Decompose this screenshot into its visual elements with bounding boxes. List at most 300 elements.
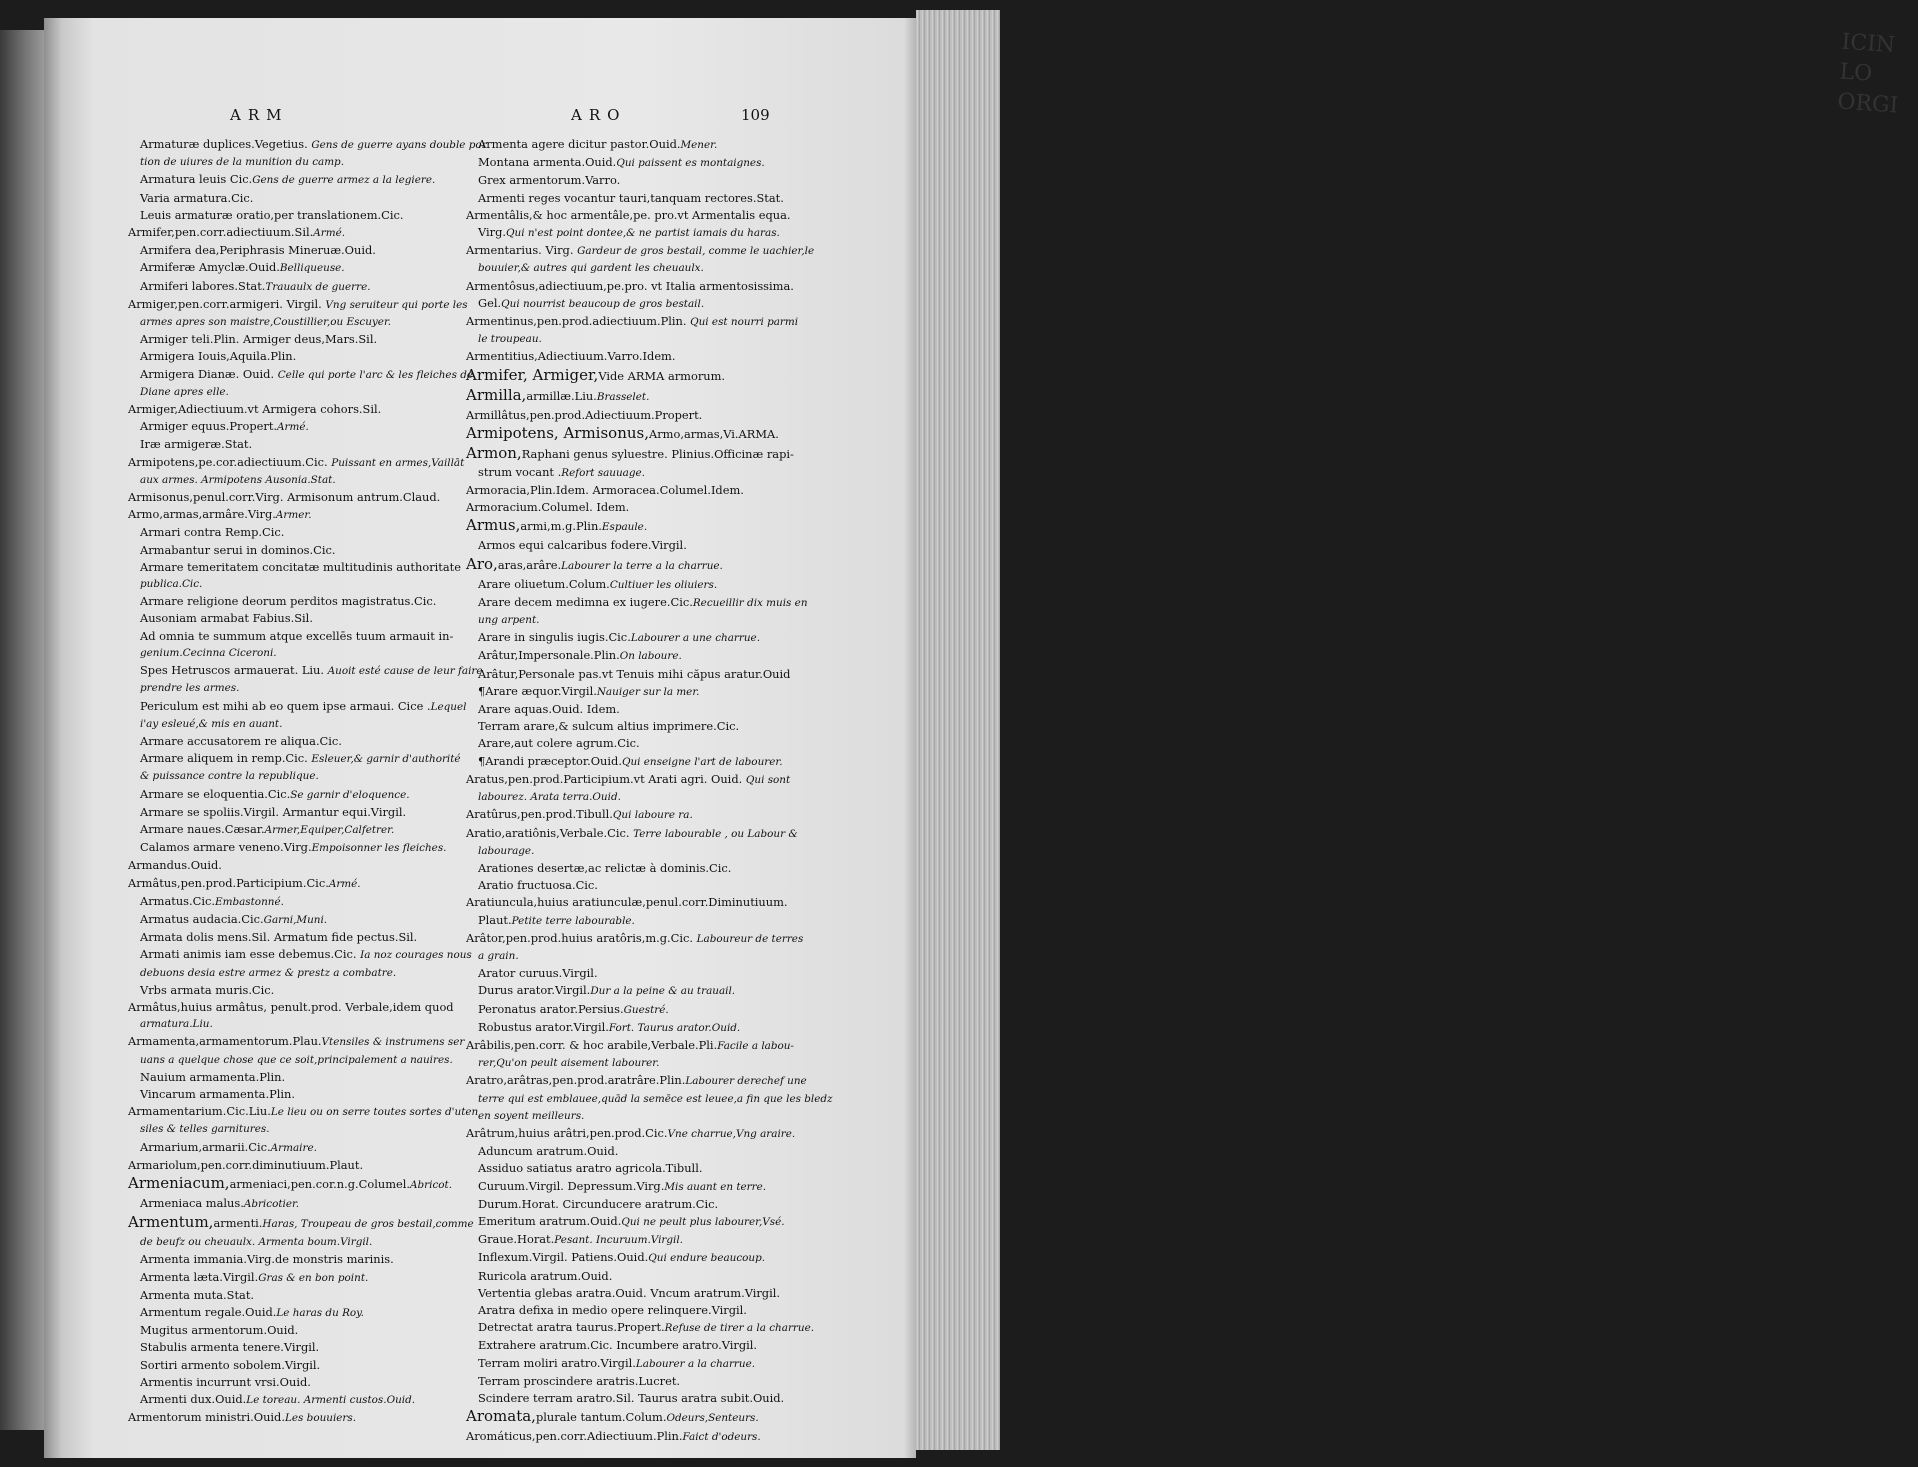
dictionary-entry-line xyxy=(466,825,854,843)
latin-text: Arâbilis,pen.corr. & hoc arabile,Verbale.Pli. xyxy=(466,1037,718,1052)
french-gloss: Qui est nourri parmi xyxy=(690,316,799,329)
latin-text: Armenti dux.Ouid. xyxy=(140,1392,247,1407)
dictionary-entry-line xyxy=(466,965,854,982)
running-head-right: ARO xyxy=(571,106,627,124)
dictionary-entry-line xyxy=(128,259,484,277)
dictionary-entry-line xyxy=(128,698,484,716)
dictionary-entry-line xyxy=(466,647,854,665)
dictionary-entry-line xyxy=(128,224,484,242)
dictionary-entry-line xyxy=(128,366,484,384)
dictionary-entry-line xyxy=(128,207,484,224)
latin-text: Armiger,pen.corr.armigeri. Virgil. xyxy=(128,296,326,311)
dictionary-entry-line xyxy=(128,348,484,365)
latin-text: Armoracia,Plin.Idem. Armoracea.Columel.Idem. xyxy=(466,483,744,498)
french-gloss: aux armes. Armipotens Ausonia.Stat. xyxy=(140,473,336,486)
latin-text: Armentâlis,& hoc armentâle,pe. pro.vt Armentalis equa. xyxy=(466,207,791,222)
dictionary-entry-line xyxy=(128,154,484,171)
latin-text: Armenta agere dicitur pastor.Ouid. xyxy=(478,137,681,151)
dictionary-entry-line xyxy=(128,1103,484,1121)
dictionary-entry-line xyxy=(128,1086,484,1103)
french-gloss: Fort. Taurus arator.Ouid. xyxy=(608,1021,741,1034)
french-gloss: Puissant en armes,Vaillāt xyxy=(331,456,465,469)
latin-text: Armaturæ duplices.Vegetius. xyxy=(140,137,312,151)
latin-text: Armipotens,pe.cor.adiectiuum.Cic. xyxy=(128,454,332,469)
french-gloss: ung arpent. xyxy=(478,614,540,627)
latin-text: Aratro,arâtras,pen.prod.aratrâre.Plin. xyxy=(466,1073,686,1088)
french-gloss: Dur a la peine & au trauail. xyxy=(590,985,736,998)
french-gloss: Nauiger sur la mer. xyxy=(596,685,700,698)
dictionary-entry-line xyxy=(466,1268,854,1285)
french-gloss: bouuier,& autres qui gardent les cheuaulx. xyxy=(478,262,704,275)
dictionary-entry-line xyxy=(128,662,484,680)
latin-text: Aratus,pen.prod.Participium.vt Arati agri. Ouid. xyxy=(466,771,746,786)
latin-text: Arare decem medimna ex iugere.Cic. xyxy=(478,594,693,609)
french-gloss: labourage. xyxy=(478,844,535,857)
dictionary-entry-line xyxy=(466,982,854,1000)
dictionary-entry-line xyxy=(128,929,484,946)
latin-text: plurale tantum.Colum. xyxy=(535,1410,667,1425)
dictionary-entry-line xyxy=(128,278,484,296)
french-gloss: Qui endure beaucoup. xyxy=(648,1252,766,1265)
latin-text: Arâtrum,huius arâtri,pen.prod.Cic. xyxy=(466,1125,668,1140)
dictionary-entry-line xyxy=(466,894,854,911)
dictionary-entry-line xyxy=(128,733,484,750)
dictionary-entry-line xyxy=(466,1213,854,1231)
dictionary-entry-line xyxy=(466,516,854,537)
french-gloss: Gens de guerre armez a la legiere. xyxy=(252,174,436,187)
french-gloss: Auoit esté cause de leur faire xyxy=(327,665,483,678)
latin-text: Armatus audacia.Cic. xyxy=(140,911,264,926)
right-column xyxy=(466,136,854,1446)
dictionary-entry-line xyxy=(128,893,484,911)
french-gloss: Facile a labou- xyxy=(717,1039,794,1052)
french-gloss: Cultiuer les oliuiers. xyxy=(609,578,718,591)
book-fore-edge xyxy=(916,10,1900,1450)
dictionary-entry-line xyxy=(466,331,854,348)
latin-text: Montana armenta.Ouid. xyxy=(478,155,617,170)
dictionary-entry-line xyxy=(128,1409,484,1427)
french-gloss: Qui enseigne l'art de labourer. xyxy=(621,755,783,768)
dictionary-entry-line xyxy=(128,242,484,259)
dictionary-entry-line xyxy=(466,1037,854,1055)
latin-text: Robustus arator.Virgil. xyxy=(478,1019,609,1034)
dictionary-entry-line xyxy=(128,1139,484,1157)
french-gloss: & puissance contre la republique. xyxy=(140,770,319,783)
french-gloss: Se garnir d'eloquence. xyxy=(290,788,410,801)
latin-text: Armentinus,pen.prod.adiectiuum.Plin. xyxy=(466,314,691,329)
latin-text: Armatura leuis Cic. xyxy=(140,172,253,187)
dictionary-entry-line xyxy=(466,407,854,424)
french-gloss: Vng seruiteur qui porte les xyxy=(325,298,468,311)
dictionary-entry-line xyxy=(466,172,854,189)
dictionary-entry-line xyxy=(128,331,484,348)
latin-text: armatura.Liu. xyxy=(140,1018,213,1031)
dictionary-entry-line xyxy=(466,629,854,647)
french-gloss: Belliqueuse. xyxy=(279,262,345,275)
dictionary-entry-line xyxy=(128,1391,484,1409)
dictionary-entry-line xyxy=(128,1322,484,1339)
dictionary-entry-line xyxy=(466,260,854,277)
dictionary-entry-line xyxy=(466,1302,854,1319)
dictionary-entry-line xyxy=(466,242,854,260)
dictionary-entry-line xyxy=(128,1287,484,1304)
latin-text: Armentis incurrunt vrsi.Ouid. xyxy=(140,1374,311,1389)
dictionary-entry-line xyxy=(466,666,854,683)
latin-text: Armeniaca malus. xyxy=(140,1195,244,1210)
latin-text: Armare temeritatem concitatæ multitudinis authoritate xyxy=(140,559,461,574)
latin-text: Armentôsus,adiectiuum,pe.pro. vt Italia armentosissima. xyxy=(466,278,794,293)
latin-text: Gel. xyxy=(478,295,502,310)
dictionary-entry-line xyxy=(128,982,484,999)
fore-edge-ink-marks: ICIN LO ORGI xyxy=(1836,29,1900,119)
dictionary-entry-line xyxy=(466,537,854,554)
dictionary-entry-line xyxy=(466,1143,854,1160)
french-gloss: Faict d'odeurs. xyxy=(682,1431,761,1444)
latin-text: Armare aliquem in remp.Cic. xyxy=(140,751,312,766)
latin-text: Armiger equus.Propert. xyxy=(140,419,278,434)
latin-text: armenti. xyxy=(213,1216,263,1231)
dictionary-entry-line xyxy=(466,190,854,207)
dictionary-entry-line xyxy=(128,1174,484,1195)
dictionary-entry-line xyxy=(128,1213,484,1234)
dictionary-entry-line xyxy=(128,804,484,821)
dictionary-entry-line xyxy=(128,296,484,314)
dictionary-entry-line xyxy=(466,207,854,224)
dictionary-entry-line xyxy=(466,1319,854,1337)
latin-text: Stabulis armenta tenere.Virgil. xyxy=(140,1340,320,1355)
dictionary-entry-line xyxy=(466,1231,854,1249)
dictionary-entry-line xyxy=(128,1033,484,1051)
dictionary-entry-line xyxy=(128,1052,484,1069)
latin-text: Grex armentorum.Varro. xyxy=(478,173,621,188)
french-gloss: Le lieu ou on serre toutes sortes d'uten xyxy=(270,1106,479,1119)
dictionary-entry-line xyxy=(128,1069,484,1086)
french-gloss: Laboureur de terres xyxy=(696,932,804,945)
dictionary-entry-line xyxy=(466,224,854,242)
latin-text: Armo,armas,armâre.Virg. xyxy=(128,507,276,522)
running-head-left: ARM xyxy=(230,106,289,124)
latin-text: Armati animis iam esse debemus.Cic. xyxy=(140,947,361,962)
dictionary-entry-line xyxy=(128,489,484,506)
french-gloss: Armer,Equiper,Calfetrer. xyxy=(264,823,395,836)
dictionary-entry-line xyxy=(128,171,484,189)
dictionary-entry-line xyxy=(466,278,854,295)
dictionary-entry-line xyxy=(466,735,854,752)
latin-text: Arâtur,Impersonale.Plin. xyxy=(478,648,620,663)
latin-text: Armentum, xyxy=(128,1213,214,1232)
latin-text: Arare,aut colere agrum.Cic. xyxy=(478,736,640,751)
dictionary-entry-line xyxy=(128,911,484,929)
dictionary-entry-line xyxy=(466,612,854,629)
dictionary-entry-line xyxy=(466,154,854,172)
latin-text: Armare religione deorum perditos magistratus.Cic. xyxy=(140,594,437,609)
dictionary-entry-line xyxy=(128,401,484,418)
latin-text: Armiger teli.Plin. Armiger deus,Mars.Sil. xyxy=(140,332,378,347)
latin-text: Arationes desertæ,ac relictæ à dominis.Cic. xyxy=(478,860,732,875)
dictionary-entry-line xyxy=(466,444,854,464)
dictionary-entry-line xyxy=(128,136,487,154)
dictionary-entry-line xyxy=(466,594,854,612)
dictionary-entry-line xyxy=(466,753,854,771)
french-gloss: de beufz ou cheuaulx. Armenta boum.Virgil. xyxy=(140,1236,373,1249)
dictionary-entry-line xyxy=(466,843,854,860)
french-gloss: Armé. xyxy=(328,877,361,890)
dictionary-entry-line xyxy=(466,701,854,718)
french-gloss: Qui ne peult plus labourer,Vsé. xyxy=(621,1215,785,1228)
dictionary-entry-line xyxy=(466,1249,854,1267)
french-gloss: prendre les armes. xyxy=(140,682,240,695)
dictionary-entry-line xyxy=(466,789,854,806)
dictionary-entry-line xyxy=(128,946,484,964)
dictionary-entry-line xyxy=(128,1234,484,1251)
latin-text: Vide ARMA armorum. xyxy=(598,368,726,383)
dictionary-entry-line xyxy=(128,1304,484,1322)
dictionary-entry-line xyxy=(128,610,484,627)
dictionary-entry-line xyxy=(466,718,854,735)
latin-text: Vrbs armata muris.Cic. xyxy=(140,982,275,997)
dictionary-entry-line xyxy=(128,1251,484,1268)
french-gloss: On laboure. xyxy=(619,650,682,663)
dictionary-entry-line xyxy=(128,645,484,662)
latin-text: aras,arâre. xyxy=(497,557,562,572)
latin-text: Armentarius. Virg. xyxy=(466,243,578,258)
latin-text: Armigera Iouis,Aquila.Plin. xyxy=(140,349,297,364)
dictionary-entry-line xyxy=(466,1196,854,1213)
latin-text: strum vocant . xyxy=(478,464,562,479)
dictionary-entry-line xyxy=(466,386,854,407)
latin-text: Armenta læta.Virgil. xyxy=(140,1269,259,1284)
french-gloss: Gras & en bon point. xyxy=(258,1271,369,1284)
french-gloss: Abricot. xyxy=(410,1178,453,1191)
dictionary-entry-line xyxy=(466,1019,854,1037)
latin-text: Armisonus,penul.corr.Virg. Armisonum antrum.Claud. xyxy=(128,490,441,505)
latin-text: Raphani genus syluestre. Plinius.Officinæ rapi- xyxy=(521,446,794,461)
dictionary-entry-line xyxy=(466,313,854,331)
latin-text: genium.Cecinna Ciceroni. xyxy=(140,646,277,659)
french-gloss: Labourer derechef une xyxy=(685,1075,807,1088)
latin-text: Leuis armaturæ oratio,per translationem.Cic. xyxy=(140,207,404,222)
dictionary-entry-line xyxy=(466,424,854,444)
dictionary-entry-line xyxy=(128,1374,484,1391)
latin-text: Aratio,aratiônis,Verbale.Cic. xyxy=(466,825,634,840)
latin-text: Aromata, xyxy=(466,1407,536,1426)
dictionary-entry-line xyxy=(466,1285,854,1302)
french-gloss: en soyent meilleurs. xyxy=(478,1109,585,1122)
latin-text: Extrahere aratrum.Cic. Incumbere aratro.Virgil. xyxy=(478,1338,758,1353)
french-gloss: Qui laboure ra. xyxy=(612,809,693,822)
dictionary-entry-line xyxy=(128,1357,484,1374)
latin-text: Arare oliuetum.Colum. xyxy=(478,576,610,591)
french-gloss: Esleuer,& garnir d'authorité xyxy=(311,753,461,766)
latin-text: armillæ.Liu. xyxy=(526,388,597,403)
latin-text: Armare naues.Cæsar. xyxy=(140,821,265,836)
latin-text: ¶Arare æquor.Virgil. xyxy=(478,683,597,698)
latin-text: Armentorum ministri.Ouid. xyxy=(128,1410,285,1425)
dictionary-entry-line xyxy=(128,875,484,893)
french-gloss: Qui nourrist beaucoup de gros bestail. xyxy=(501,297,705,310)
dictionary-entry-line xyxy=(128,628,484,645)
latin-text: Ausoniam armabat Fabius.Sil. xyxy=(140,611,313,626)
dictionary-entry-line xyxy=(128,418,484,436)
latin-text: Armamentarium.Cic.Liu. xyxy=(128,1104,271,1119)
latin-text: Armos equi calcaribus fodere.Virgil. xyxy=(478,538,687,553)
latin-text: Armoracium.Columel. Idem. xyxy=(466,500,630,515)
dictionary-entry-line xyxy=(466,1001,854,1019)
dictionary-entry-line xyxy=(466,860,854,877)
french-gloss: Trauaulx de guerre. xyxy=(265,280,371,293)
dictionary-entry-line xyxy=(466,912,854,930)
dictionary-entry-line xyxy=(466,499,854,516)
dictionary-entry-line xyxy=(466,555,854,576)
dictionary-page xyxy=(44,18,916,1458)
latin-text: Armarium,armarii.Cic. xyxy=(140,1139,271,1154)
latin-text: Armenti reges vocantur tauri,tanquam rectores.Stat. xyxy=(478,190,784,205)
dictionary-entry-line xyxy=(128,524,484,541)
dictionary-entry-line xyxy=(128,750,484,768)
french-gloss: Armé. xyxy=(313,227,346,240)
latin-text: Armentitius,Adiectiuum.Varro.Idem. xyxy=(466,349,676,364)
dictionary-entry-line xyxy=(128,1269,484,1287)
dictionary-entry-line xyxy=(466,1337,854,1354)
latin-text: Armiferæ Amyclæ.Ouid. xyxy=(140,260,280,275)
latin-text: Aduncum aratrum.Ouid. xyxy=(478,1144,619,1159)
french-gloss: Petite terre labourable. xyxy=(511,914,635,927)
french-gloss: Ia noz courages nous xyxy=(360,949,472,962)
french-gloss: Labourer la terre a la charrue. xyxy=(561,559,723,572)
latin-text: Arare aquas.Ouid. Idem. xyxy=(478,702,620,717)
latin-text: Armâtus,huius armâtus, penult.prod. Verbale,idem quod xyxy=(128,999,454,1014)
latin-text: Detrectat aratra taurus.Propert. xyxy=(478,1320,665,1335)
dictionary-entry-line xyxy=(128,190,484,207)
dictionary-entry-line xyxy=(128,1195,484,1213)
latin-text: Armariolum,pen.corr.diminutiuum.Plaut. xyxy=(128,1157,364,1172)
latin-text: Peronatus arator.Persius. xyxy=(478,1001,624,1016)
dictionary-entry-line xyxy=(466,1407,854,1428)
dictionary-entry-line xyxy=(128,1121,484,1138)
latin-text: Armiferi labores.Stat. xyxy=(140,278,266,293)
latin-text: Armare accusatorem re aliqua.Cic. xyxy=(140,733,342,748)
latin-text: Armifer,pen.corr.adiectiuum.Sil. xyxy=(128,225,314,240)
latin-text: Armandus.Ouid. xyxy=(128,858,222,873)
dictionary-entry-line xyxy=(466,877,854,894)
latin-text: Armigera Dianæ. Ouid. xyxy=(140,366,278,381)
latin-text: Varia armatura.Cic. xyxy=(140,190,254,205)
latin-text: Virg. xyxy=(478,225,507,240)
latin-text: Aratra defixa in medio opere relinquere.Virgil. xyxy=(478,1302,747,1317)
dictionary-entry-line xyxy=(128,839,484,857)
french-gloss: rer,Qu'on peult aisement labourer. xyxy=(478,1057,660,1070)
french-gloss: Mener. xyxy=(680,139,718,151)
latin-text: Armenta immania.Virg.de monstris marinis. xyxy=(140,1252,394,1267)
latin-text: Ad omnia te summum atque excellēs tuum armauit in- xyxy=(140,628,454,643)
latin-text: Armipotens, Armisonus, xyxy=(466,423,649,442)
latin-text: Aratûrus,pen.prod.Tibull. xyxy=(466,807,613,822)
page-number: 109 xyxy=(741,106,770,124)
latin-text: Armabantur serui in dominos.Cic. xyxy=(140,542,336,557)
latin-text: Terram moliri aratro.Virgil. xyxy=(478,1355,636,1370)
dictionary-entry-line xyxy=(466,1373,854,1390)
latin-text: Armare se eloquentia.Cic. xyxy=(140,786,291,801)
french-gloss: i'ay esleué,& mis en auant. xyxy=(140,717,283,730)
french-gloss: Haras, Troupeau de gros bestail,comme xyxy=(262,1218,474,1231)
left-page-edge xyxy=(0,30,44,1430)
french-gloss: Guestré. xyxy=(623,1003,669,1016)
french-gloss: Garni,Muni. xyxy=(263,913,328,926)
latin-text: Aratiuncula,huius aratiunculæ,penul.corr.Diminutiuum. xyxy=(466,895,788,910)
dictionary-entry-line xyxy=(128,1016,484,1033)
dictionary-entry-line xyxy=(466,366,854,386)
french-gloss: Vne charrue,Vng araire. xyxy=(667,1127,796,1140)
dictionary-entry-line xyxy=(466,1390,854,1407)
latin-text: Spes Hetruscos armauerat. Liu. xyxy=(140,663,328,678)
latin-text: Aratio fructuosa.Cic. xyxy=(478,878,598,893)
latin-text: Arâtor,pen.prod.huius aratôris,m.g.Cic. xyxy=(466,930,697,945)
dictionary-entry-line xyxy=(466,1178,854,1196)
dictionary-entry-line xyxy=(128,965,484,982)
french-gloss: Le haras du Roy. xyxy=(276,1307,364,1319)
french-gloss: Armer. xyxy=(275,509,312,522)
french-gloss: Diane apres elle. xyxy=(140,385,229,398)
latin-text: Arare in singulis iugis.Cic. xyxy=(478,630,631,645)
dictionary-entry-line xyxy=(128,768,484,785)
french-gloss: Armaire. xyxy=(270,1141,317,1154)
dictionary-entry-line xyxy=(466,1055,854,1072)
dictionary-entry-line xyxy=(466,295,854,313)
latin-text: Durum.Horat. Circunducere aratrum.Cic. xyxy=(478,1196,719,1211)
latin-text: Curuum.Virgil. Depressum.Virg. xyxy=(478,1178,665,1193)
latin-text: Assiduo satiatus aratro agricola.Tibull. xyxy=(478,1161,703,1176)
dictionary-entry-line xyxy=(466,348,854,365)
french-gloss: debuons desia estre armez & prestz a combatre. xyxy=(140,966,397,979)
dictionary-entry-line xyxy=(128,716,484,733)
latin-text: Armari contra Remp.Cic. xyxy=(140,525,285,540)
latin-text: Armentum regale.Ouid. xyxy=(140,1305,277,1319)
french-gloss: Gens de guerre ayans double por xyxy=(311,139,487,151)
french-gloss: Celle qui porte l'arc & les fleiches de xyxy=(277,368,474,381)
latin-text: Armamenta,armamentorum.Plau. xyxy=(128,1034,322,1049)
latin-text: Mugitus armentorum.Ouid. xyxy=(140,1323,299,1338)
french-gloss: Vtensiles & instrumens ser xyxy=(321,1036,465,1049)
latin-text: Periculum est mihi ab eo quem ipse armaui. Cice . xyxy=(140,698,431,713)
dictionary-entry-line xyxy=(466,806,854,824)
dictionary-entry-line xyxy=(466,771,854,789)
latin-text: Armifer, Armiger, xyxy=(466,365,599,384)
french-gloss: Qui n'est point dontee,& ne partist iamais du haras. xyxy=(506,227,780,240)
dictionary-entry-line xyxy=(128,786,484,804)
french-gloss: Qui sont xyxy=(745,773,791,786)
french-gloss: Gardeur de gros bestail, comme le uachier,le xyxy=(577,245,815,258)
latin-text: Vertentia glebas aratra.Ouid. Vncum aratrum.Virgil. xyxy=(478,1285,781,1300)
dictionary-entry-line xyxy=(128,314,484,331)
latin-text: Armeniacum, xyxy=(128,1173,230,1192)
dictionary-entry-line xyxy=(466,1091,854,1108)
dictionary-entry-line xyxy=(466,683,854,701)
left-column xyxy=(128,136,487,1427)
latin-text: Armo,armas,Vi.ARMA. xyxy=(649,426,779,441)
latin-text: Ruricola aratrum.Ouid. xyxy=(478,1268,613,1283)
dictionary-entry-line xyxy=(128,821,484,839)
french-gloss: Les bouuiers. xyxy=(284,1412,357,1425)
latin-text: Sortiri armento sobolem.Virgil. xyxy=(140,1357,321,1372)
french-gloss: Armé. xyxy=(277,421,309,434)
dictionary-entry-line xyxy=(128,436,484,453)
latin-text: Armare se spoliis.Virgil. Armantur equi.Virgil. xyxy=(140,804,407,819)
latin-text: Armon, xyxy=(466,443,522,462)
latin-text: Armilla, xyxy=(466,385,527,404)
dictionary-entry-line xyxy=(128,1339,484,1356)
dictionary-entry-line xyxy=(466,464,854,482)
french-gloss: terre qui est emblauee,quād la semēce est leuee,a fin que les bledz xyxy=(478,1092,833,1105)
